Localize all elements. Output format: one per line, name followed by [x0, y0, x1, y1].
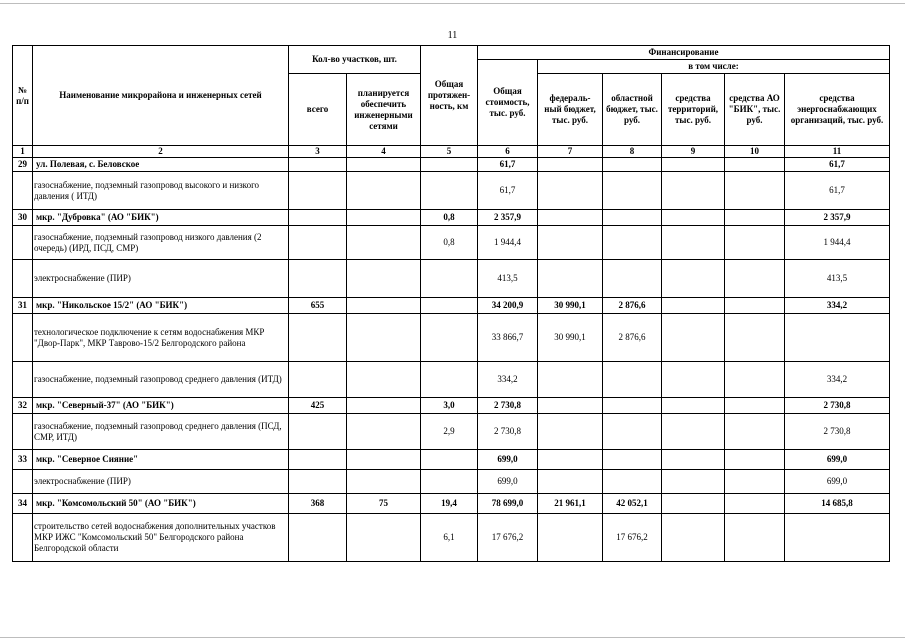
total-cost: 61,7 [478, 158, 538, 172]
regional-budget: 2 876,6 [603, 298, 662, 314]
length-km [421, 314, 478, 362]
length-km: 0,8 [421, 226, 478, 260]
row-name: технологическое подключение к сетям водоснабжения МКР "Двор-Парк", МКР Таврово-15/2 Белгородского района [33, 314, 289, 362]
header-bik: средства АО "БИК", тыс. руб. [725, 74, 785, 146]
row-number [13, 414, 33, 450]
row-number [13, 470, 33, 494]
territories-funds [662, 158, 725, 172]
bik-funds [725, 450, 785, 470]
plots-total: 425 [289, 398, 347, 414]
plots-planned [347, 298, 421, 314]
length-km: 3,0 [421, 398, 478, 414]
total-cost: 699,0 [478, 470, 538, 494]
federal-budget [538, 514, 603, 562]
row-number: 33 [13, 450, 33, 470]
territories-funds [662, 514, 725, 562]
row-name: электроснабжение (ПИР) [33, 470, 289, 494]
territories-funds [662, 298, 725, 314]
plots-total [289, 470, 347, 494]
table-row-item [13, 314, 890, 362]
length-km: 19,4 [421, 494, 478, 514]
header-plots-total: всего [289, 74, 347, 146]
table-row-district [13, 158, 890, 172]
bik-funds [725, 260, 785, 298]
federal-budget [538, 172, 603, 210]
federal-budget: 30 990,1 [538, 314, 603, 362]
table-row-item [13, 470, 890, 494]
length-km: 6,1 [421, 514, 478, 562]
total-cost: 2 357,9 [478, 210, 538, 226]
regional-budget [603, 398, 662, 414]
header-length: Общая протяжен-ность, км [421, 46, 478, 146]
row-name: мкр. "Дубровка" (АО "БИК") [33, 210, 289, 226]
energy-funds: 61,7 [785, 158, 890, 172]
length-km [421, 158, 478, 172]
row-number: 29 [13, 158, 33, 172]
plots-total: 368 [289, 494, 347, 514]
plots-planned [347, 158, 421, 172]
row-number: 32 [13, 398, 33, 414]
energy-funds: 699,0 [785, 450, 890, 470]
regional-budget: 17 676,2 [603, 514, 662, 562]
bik-funds [725, 314, 785, 362]
territories-funds [662, 398, 725, 414]
bik-funds [725, 494, 785, 514]
row-number [13, 314, 33, 362]
energy-funds: 1 944,4 [785, 226, 890, 260]
row-name: мкр. "Никольское 15/2" (АО "БИК") [33, 298, 289, 314]
row-name: мкр. "Северный-37" (АО "БИК") [33, 398, 289, 414]
row-name: газоснабжение, подземный газопровод низкого давления (2 очередь) (ИРД, ПСД, СМР) [33, 226, 289, 260]
header-plots-planned: планируется обеспечить инженерными сетями [347, 74, 421, 146]
scan-edge-bottom [0, 637, 905, 638]
bik-funds [725, 298, 785, 314]
length-km: 0,8 [421, 210, 478, 226]
row-name: газоснабжение, подземный газопровод среднего давления (ПСД, СМР, ИТД) [33, 414, 289, 450]
total-cost: 699,0 [478, 450, 538, 470]
plots-total [289, 450, 347, 470]
column-index: 6 [478, 146, 538, 158]
plots-planned [347, 314, 421, 362]
header-no: № п/п [13, 46, 33, 146]
plots-planned: 75 [347, 494, 421, 514]
territories-funds [662, 314, 725, 362]
column-index: 4 [347, 146, 421, 158]
total-cost: 34 200,9 [478, 298, 538, 314]
regional-budget [603, 470, 662, 494]
length-km [421, 298, 478, 314]
row-number: 31 [13, 298, 33, 314]
table-row-district [13, 494, 890, 514]
column-index: 10 [725, 146, 785, 158]
table-header [13, 46, 890, 158]
plots-total [289, 226, 347, 260]
plots-planned [347, 414, 421, 450]
plots-total [289, 260, 347, 298]
energy-funds: 61,7 [785, 172, 890, 210]
plots-planned [347, 514, 421, 562]
header-total-cost: Общая стоимость, тыс. руб. [478, 60, 538, 146]
regional-budget [603, 172, 662, 210]
plots-total [289, 414, 347, 450]
column-index: 2 [33, 146, 289, 158]
length-km: 2,9 [421, 414, 478, 450]
plots-planned [347, 172, 421, 210]
length-km [421, 362, 478, 398]
territories-funds [662, 226, 725, 260]
plots-total [289, 158, 347, 172]
length-km [421, 260, 478, 298]
federal-budget [538, 470, 603, 494]
row-number [13, 226, 33, 260]
federal-budget: 30 990,1 [538, 298, 603, 314]
column-index: 8 [603, 146, 662, 158]
bik-funds [725, 158, 785, 172]
row-name: электроснабжение (ПИР) [33, 260, 289, 298]
header-energy: средства энергоснабжающих организаций, тыс. руб. [785, 74, 890, 146]
federal-budget [538, 398, 603, 414]
page-number: 11 [447, 30, 458, 41]
plots-total [289, 210, 347, 226]
column-index-row [13, 146, 890, 158]
federal-budget: 21 961,1 [538, 494, 603, 514]
header-financing: Финансирование [478, 46, 890, 60]
row-name: мкр. "Северное Сияние" [33, 450, 289, 470]
total-cost: 78 699,0 [478, 494, 538, 514]
row-name: мкр. "Комсомольский 50" (АО "БИК") [33, 494, 289, 514]
total-cost: 61,7 [478, 172, 538, 210]
plots-planned [347, 398, 421, 414]
row-number [13, 514, 33, 562]
plots-planned [347, 450, 421, 470]
bik-funds [725, 414, 785, 450]
plots-total [289, 314, 347, 362]
regional-budget [603, 158, 662, 172]
energy-funds: 699,0 [785, 470, 890, 494]
row-number [13, 172, 33, 210]
regional-budget [603, 414, 662, 450]
header-regional: областной бюджет, тыс. руб. [603, 74, 662, 146]
column-index: 5 [421, 146, 478, 158]
regional-budget [603, 260, 662, 298]
regional-budget [603, 450, 662, 470]
plots-planned [347, 470, 421, 494]
bik-funds [725, 470, 785, 494]
row-number [13, 362, 33, 398]
territories-funds [662, 450, 725, 470]
total-cost: 1 944,4 [478, 226, 538, 260]
row-number [13, 260, 33, 298]
energy-funds [785, 514, 890, 562]
regional-budget [603, 226, 662, 260]
energy-funds: 334,2 [785, 298, 890, 314]
bik-funds [725, 210, 785, 226]
row-name: газоснабжение, подземный газопровод высокого и низкого давления ( ИТД) [33, 172, 289, 210]
total-cost: 334,2 [478, 362, 538, 398]
plots-planned [347, 226, 421, 260]
row-name: строительство сетей водоснабжения дополнительных участков МКР ИЖС "Комсомольский 50" Белгородского района Белгородской области [33, 514, 289, 562]
plots-planned [347, 362, 421, 398]
federal-budget [538, 362, 603, 398]
table-row-item [13, 362, 890, 398]
table-body [13, 158, 890, 562]
regional-budget: 42 052,1 [603, 494, 662, 514]
row-number: 34 [13, 494, 33, 514]
territories-funds [662, 362, 725, 398]
energy-funds: 413,5 [785, 260, 890, 298]
table-row-item [13, 260, 890, 298]
federal-budget [538, 260, 603, 298]
column-index: 1 [13, 146, 33, 158]
energy-funds [785, 314, 890, 362]
column-index: 11 [785, 146, 890, 158]
column-index: 7 [538, 146, 603, 158]
total-cost: 2 730,8 [478, 398, 538, 414]
header-name: Наименование микрорайона и инженерных сетей [33, 46, 289, 146]
length-km [421, 450, 478, 470]
table-row-district [13, 210, 890, 226]
table-row-item [13, 414, 890, 450]
total-cost: 2 730,8 [478, 414, 538, 450]
row-name: ул. Полевая, с. Беловское [33, 158, 289, 172]
row-number: 30 [13, 210, 33, 226]
energy-funds: 2 357,9 [785, 210, 890, 226]
table-row-district [13, 298, 890, 314]
column-index: 3 [289, 146, 347, 158]
table-row-district [13, 398, 890, 414]
federal-budget [538, 210, 603, 226]
regional-budget [603, 210, 662, 226]
regional-budget: 2 876,6 [603, 314, 662, 362]
total-cost: 17 676,2 [478, 514, 538, 562]
plots-total [289, 514, 347, 562]
bik-funds [725, 172, 785, 210]
energy-funds: 334,2 [785, 362, 890, 398]
bik-funds [725, 514, 785, 562]
header-federal: федераль-ный бюджет, тыс. руб. [538, 74, 603, 146]
table-row-item [13, 226, 890, 260]
federal-budget [538, 450, 603, 470]
territories-funds [662, 494, 725, 514]
plots-total: 655 [289, 298, 347, 314]
length-km [421, 470, 478, 494]
header-territories: средства территорий, тыс. руб. [662, 74, 725, 146]
total-cost: 413,5 [478, 260, 538, 298]
federal-budget [538, 226, 603, 260]
regional-budget [603, 362, 662, 398]
bik-funds [725, 362, 785, 398]
territories-funds [662, 172, 725, 210]
territories-funds [662, 470, 725, 494]
territories-funds [662, 260, 725, 298]
plots-planned [347, 210, 421, 226]
length-km [421, 172, 478, 210]
table-row-district [13, 450, 890, 470]
scan-edge-top [0, 3, 905, 4]
plots-total [289, 362, 347, 398]
header-including: в том числе: [538, 60, 890, 74]
table-row-item [13, 514, 890, 562]
plots-total [289, 172, 347, 210]
header-plots: Кол-во участков, шт. [289, 46, 421, 74]
energy-funds: 2 730,8 [785, 398, 890, 414]
table-row-item [13, 172, 890, 210]
plots-planned [347, 260, 421, 298]
column-index: 9 [662, 146, 725, 158]
energy-funds: 14 685,8 [785, 494, 890, 514]
row-name: газоснабжение, подземный газопровод среднего давления (ИТД) [33, 362, 289, 398]
bik-funds [725, 398, 785, 414]
territories-funds [662, 414, 725, 450]
total-cost: 33 866,7 [478, 314, 538, 362]
bik-funds [725, 226, 785, 260]
energy-funds: 2 730,8 [785, 414, 890, 450]
territories-funds [662, 210, 725, 226]
financing-table [12, 45, 890, 562]
federal-budget [538, 158, 603, 172]
federal-budget [538, 414, 603, 450]
